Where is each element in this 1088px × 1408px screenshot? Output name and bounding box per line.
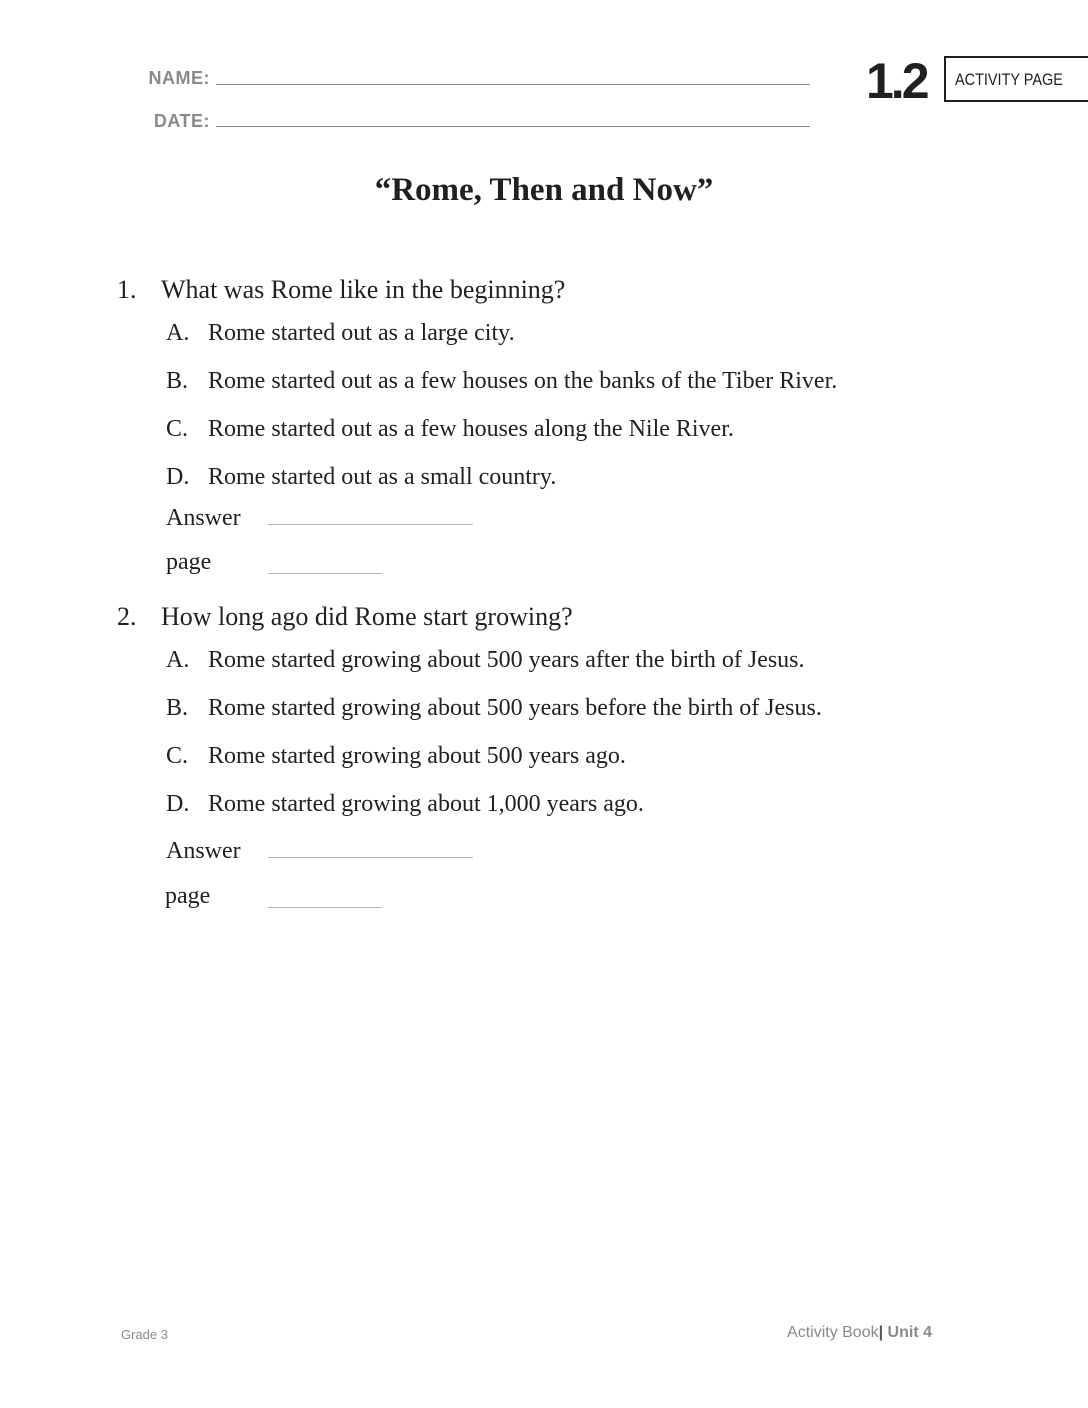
name-field[interactable] [216,84,810,85]
name-label: NAME: [148,68,210,88]
option-letter: B. [166,695,189,721]
question-text: How long ago did Rome start growing? [161,602,573,631]
option-text: Rome started out as a large city. [208,320,515,346]
footer-grade: Grade 3 [121,1327,168,1342]
question-text: What was Rome like in the beginning? [161,275,566,304]
activity-page-tag [944,56,1088,102]
option-letter: D. [166,464,190,490]
page-label: page [165,883,211,909]
activity-page-label: ACTIVITY PAGE [955,70,1063,89]
option-text: Rome started out as a small country. [208,464,557,490]
question-number: 1. [117,275,137,304]
date-field[interactable] [216,126,810,127]
answer-field[interactable] [268,857,473,858]
option-text: Rome started out as a few houses along the Nile River. [208,416,734,442]
option-text: Rome started growing about 500 years after the birth of Jesus. [208,647,805,673]
answer-label: Answer [166,505,241,531]
option-letter: C. [166,743,189,769]
footer-book: Activity Book [787,1324,879,1341]
footer-book-info [700,1324,932,1342]
option-letter: A. [166,647,190,673]
option-text: Rome started growing about 1,000 years ago. [208,791,644,817]
page-field[interactable] [268,573,382,574]
option-letter: A. [166,320,190,346]
page-field[interactable] [268,907,382,908]
option-text: Rome started growing about 500 years before the birth of Jesus. [208,695,822,721]
option-text: Rome started growing about 500 years ago. [208,743,626,769]
activity-page-number: 1.2 [866,53,927,109]
option-text: Rome started out as a few houses on the banks of the Tiber River. [208,368,838,394]
answer-label: Answer [166,838,241,864]
page-title: “Rome, Then and Now” [374,172,714,208]
footer-unit: Unit 4 [887,1324,932,1341]
option-letter: C. [166,416,189,442]
option-letter: D. [166,791,190,817]
date-label: DATE: [153,111,210,131]
question-number: 2. [117,602,137,631]
footer-separator: | [878,1324,884,1341]
page-label: page [166,549,212,575]
answer-field[interactable] [268,524,473,525]
option-letter: B. [166,368,189,394]
